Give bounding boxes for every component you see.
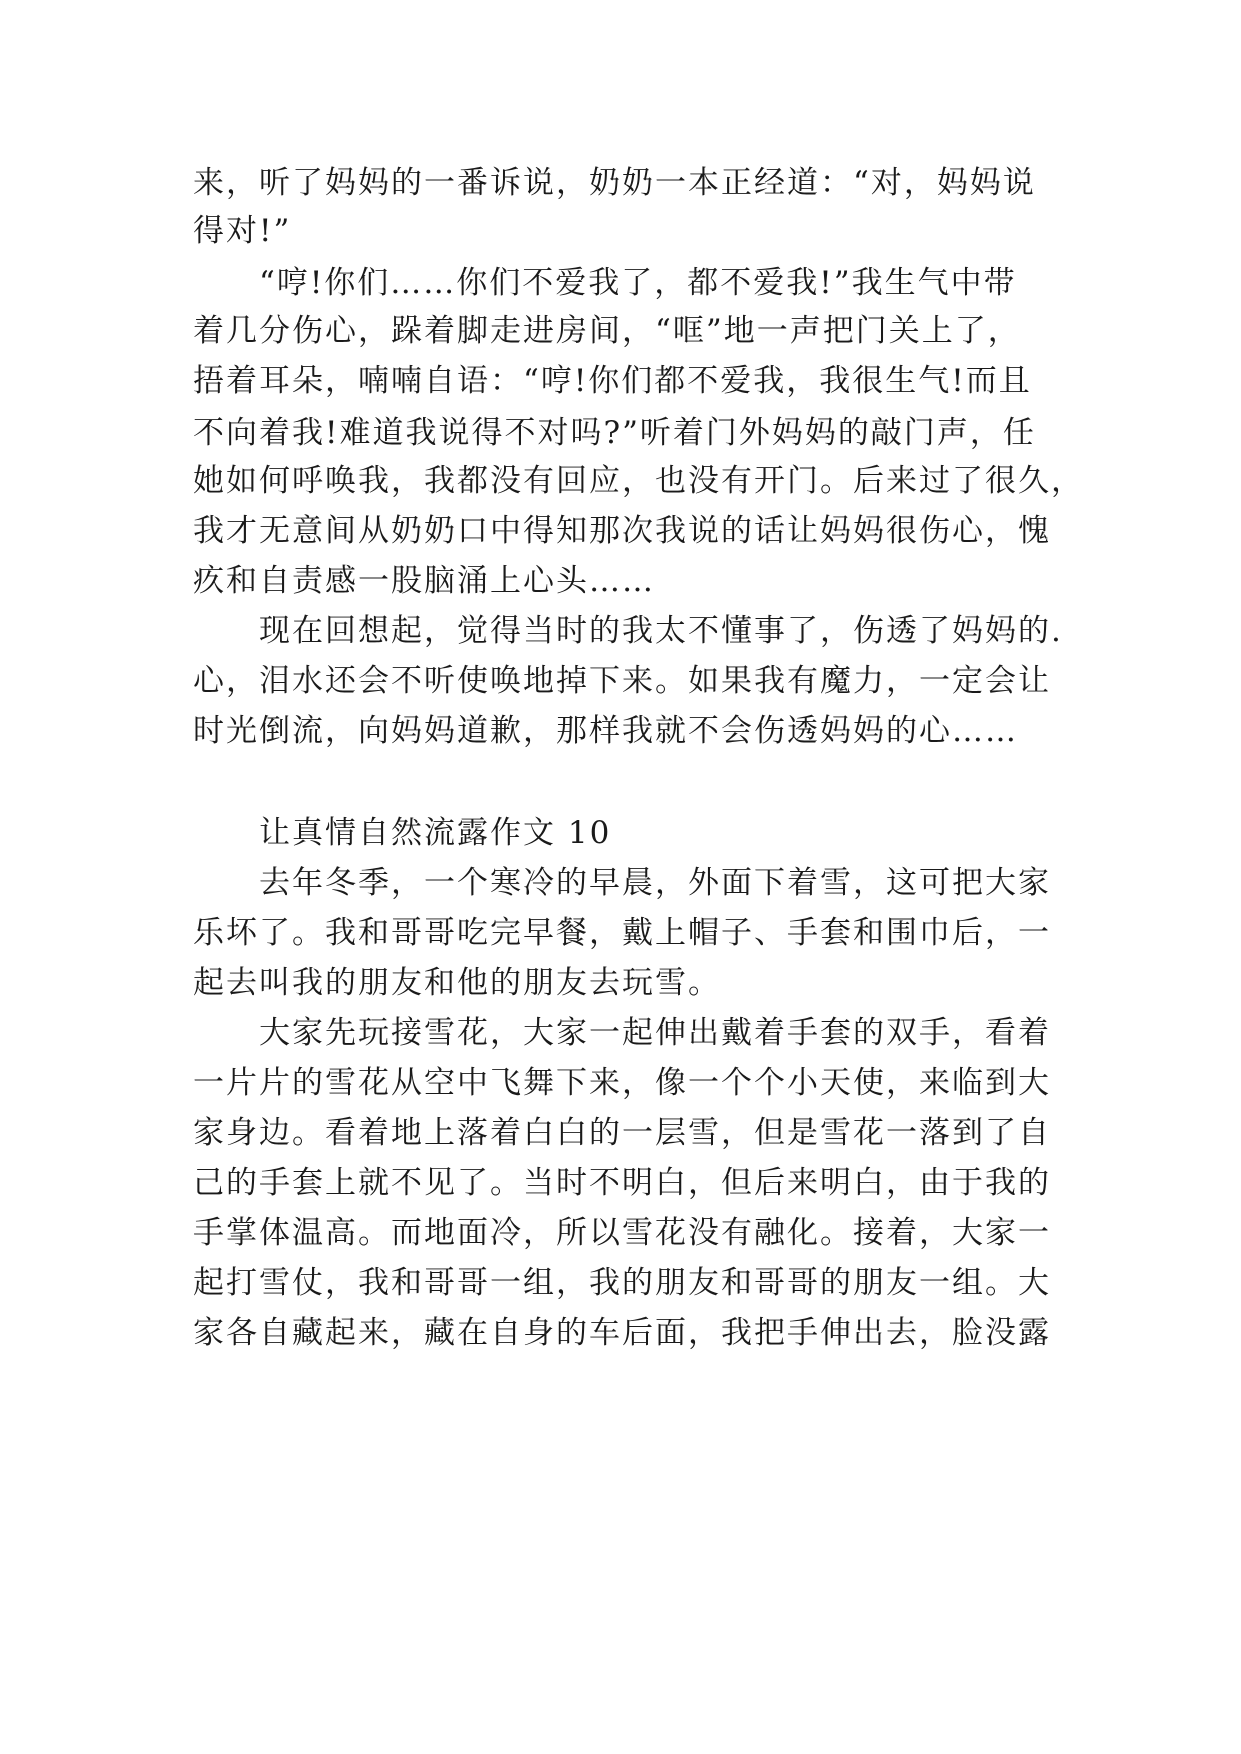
paragraph-start-line: “哼!你们……你们不爱我了，都不爱我!”我生气中带 xyxy=(259,265,1017,301)
text-line: 家身边。看着地上落着白白的一层雪，但是雪花一落到了自 xyxy=(193,1115,1051,1151)
paragraph-start-line: 现在回想起，觉得当时的我太不懂事了，伤透了妈妈的. xyxy=(259,613,1063,649)
text-line: 乐坏了。我和哥哥吃完早餐，戴上帽子、手套和围巾后，一 xyxy=(193,915,1051,951)
text-line: 一片片的雪花从空中飞舞下来，像一个个小天使，来临到大 xyxy=(193,1065,1051,1101)
text-line: 心，泪水还会不听使唤地掉下来。如果我有魔力，一定会让 xyxy=(193,663,1051,699)
text-line: 我才无意间从奶奶口中得知那次我说的话让妈妈很伤心，愧 xyxy=(193,513,1051,549)
text-line: 时光倒流，向妈妈道歉，那样我就不会伤透妈妈的心…… xyxy=(193,713,1018,749)
text-line: 来，听了妈妈的一番诉说，奶奶一本正经道：“对，妈妈说 xyxy=(193,165,1036,201)
text-line: 家各自藏起来，藏在自身的车后面，我把手伸出去，脸没露 xyxy=(193,1315,1051,1351)
paragraph-start-line: 大家先玩接雪花，大家一起伸出戴着手套的双手，看着 xyxy=(259,1015,1051,1051)
section-heading: 让真情自然流露作文 10 xyxy=(259,815,612,851)
paragraph-start-line: 去年冬季，一个寒冷的早晨，外面下着雪，这可把大家 xyxy=(259,865,1051,901)
text-line: 不向着我!难道我说得不对吗?”听着门外妈妈的敲门声，任 xyxy=(193,415,1036,451)
text-line: 己的手套上就不见了。当时不明白，但后来明白，由于我的 xyxy=(193,1165,1051,1201)
text-line: 手掌体温高。而地面冷，所以雪花没有融化。接着，大家一 xyxy=(193,1215,1051,1251)
text-line: 着几分伤心，跺着脚走进房间，“哐”地一声把门关上了， xyxy=(193,313,1021,349)
text-line: 起去叫我的朋友和他的朋友去玩雪。 xyxy=(193,965,721,1001)
text-line: 捂着耳朵，喃喃自语：“哼!你们都不爱我，我很生气!而且 xyxy=(193,363,1032,399)
text-line: 疚和自责感一股脑涌上心头…… xyxy=(193,563,655,599)
text-line: 得对!” xyxy=(193,213,292,249)
text-line: 她如何呼唤我，我都没有回应，也没有开门。后来过了很久， xyxy=(193,463,1084,499)
text-line: 起打雪仗，我和哥哥一组，我的朋友和哥哥的朋友一组。大 xyxy=(193,1265,1051,1301)
